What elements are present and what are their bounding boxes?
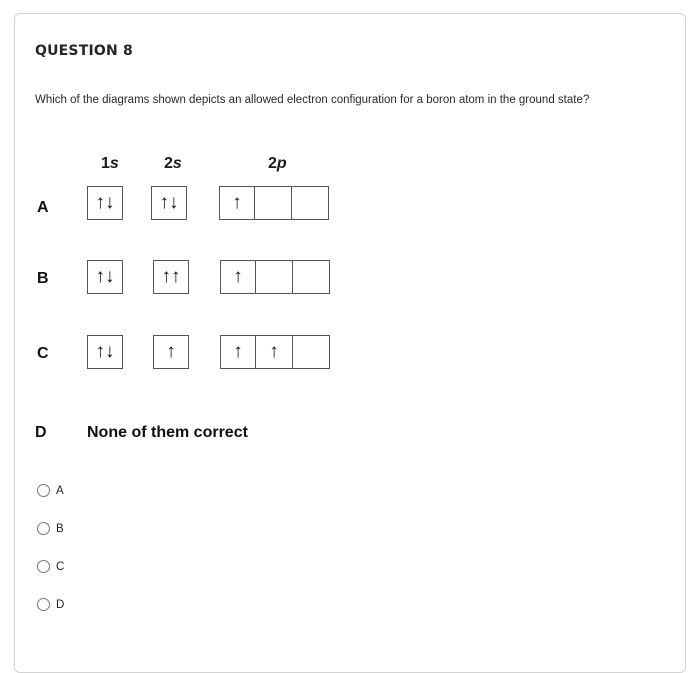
orbital-box: ↑	[256, 335, 293, 369]
orbital-box	[255, 186, 292, 220]
orbital-box: ↑↓	[151, 186, 187, 220]
orbital-box: ↑	[220, 260, 256, 294]
header-2s-number: 2	[164, 155, 173, 172]
row-a-1s	[87, 186, 123, 220]
orbital-box: ↑↓	[87, 260, 123, 294]
option-d[interactable]	[37, 598, 64, 611]
row-c-2p	[220, 335, 330, 369]
row-a-2s	[151, 186, 187, 220]
header-1s-letter: s	[109, 155, 119, 172]
option-label: B	[56, 522, 64, 535]
option-a[interactable]	[37, 484, 64, 497]
row-b-2s	[153, 260, 189, 294]
header-2s-letter: s	[172, 155, 182, 172]
row-d-text: None of them correct	[87, 424, 248, 441]
header-2p-number: 2	[268, 155, 277, 172]
radio-button[interactable]	[37, 522, 50, 535]
row-b-label: B	[37, 270, 49, 287]
orbital-box: ↑↓	[87, 186, 123, 220]
orbital-box: ↑↑	[153, 260, 189, 294]
option-label: D	[56, 598, 65, 611]
orbital-box	[256, 260, 293, 294]
orbital-box	[293, 260, 330, 294]
row-d-label: D	[35, 424, 47, 441]
option-label: A	[56, 484, 64, 497]
row-a-label: A	[37, 199, 49, 216]
orbital-box	[293, 335, 330, 369]
radio-button[interactable]	[37, 484, 50, 497]
orbital-box: ↑	[219, 186, 255, 220]
orbital-box: ↑	[220, 335, 256, 369]
row-a-2p	[219, 186, 329, 220]
header-2p-letter: p	[276, 155, 287, 172]
header-1s	[101, 155, 119, 173]
question-text: Which of the diagrams shown depicts an allowed electron configuration for a boron atom in the ground state?	[35, 94, 590, 106]
option-label: C	[56, 560, 65, 573]
orbital-box: ↑	[153, 335, 189, 369]
row-c-label: C	[37, 345, 49, 362]
row-c-1s	[87, 335, 123, 369]
orbital-box	[292, 186, 329, 220]
option-c[interactable]	[37, 560, 64, 573]
row-b-1s	[87, 260, 123, 294]
radio-button[interactable]	[37, 560, 50, 573]
radio-button[interactable]	[37, 598, 50, 611]
question-title: QUESTION 8	[35, 43, 133, 59]
option-b[interactable]	[37, 522, 64, 535]
row-c-2s	[153, 335, 189, 369]
row-b-2p	[220, 260, 330, 294]
header-2p	[268, 155, 287, 173]
header-2s	[164, 155, 182, 173]
orbital-box: ↑↓	[87, 335, 123, 369]
header-1s-number: 1	[101, 155, 110, 172]
